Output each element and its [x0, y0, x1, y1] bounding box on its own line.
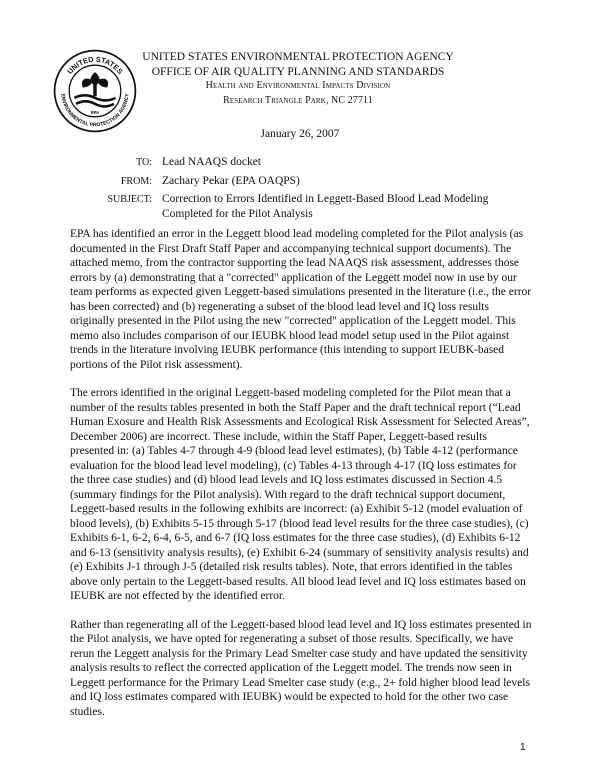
seal-center-mark: EPA — [90, 110, 100, 116]
memo-from-row — [60, 174, 540, 190]
seal-ring-bottom-text: ENVIRONMENTAL PROTECTION AGENCY — [59, 93, 131, 129]
agency-letterhead — [142, 50, 454, 108]
division-name: Health and Environmental Impacts Division — [205, 80, 391, 91]
memo-header — [60, 155, 540, 224]
memo-subject-label: SUBJECT: — [107, 194, 152, 205]
memo-date: January 26, 2007 — [260, 128, 340, 140]
agency-name: UNITED STATES ENVIRONMENTAL PROTECTION AGENCY — [142, 51, 454, 63]
memo-from-label: FROM: — [120, 175, 152, 187]
memo-subject-row — [60, 192, 540, 221]
memo-subject-value: Correction to Errors Identified in Leggett-Based Blood Lead Modeling Completed for the Pilot Analysis — [162, 193, 489, 220]
page-number: 1 — [520, 742, 526, 753]
body-paragraph: The errors identified in the original Leggett-based modeling completed for the Pilot mean that a number of the results tables presented in both the Staff Paper and the draft technical report (“Lead Human Exosure and Health Risk Assessments and Ecological Risk Assessment for Selected Areas”, December 2006) are incorrect. These include, within the Staff Paper, Leggett-based results presented in: (a) Tables 4-7 through 4-9 (blood lead level estimates), (b) Table 4-12 (performance evaluation for the blood lead level modeling), (c) Tables 4-13 through 4-17 (IQ loss estimates for the three case studies) and (d) blood lead levels and IQ loss estimates discussed in Section 4.5 (summary findings for the Pilot analysis). With regard to the draft technical support document, Leggett-based results in the following exhibits are incorrect: (a) Exhibit 5-12 (model evaluation of blood levels), (b) Exhibits 5-15 through 5-17 (blood lead level results for the three case studies), (c) Exhibits 6-1, 6-2, 6-4, 6-5, and 6-7 (IQ loss estimates for the three case studies), (d) Exhibits 6-12 and 6-13 (sensitivity analysis results), (e) Exhibit 6-24 (summary of sensitivity analysis results) and (e) Exhibits J-1 through J-5 (detailed risk results tables). Note, that errors identified in the tables above only pertain to the Leggett-based results. All blood lead level and IQ loss estimates based on IEUBK are not effected by the identified error. — [70, 387, 530, 602]
memo-to-row — [60, 155, 540, 171]
office-location: Research Triangle Park, NC 27711 — [223, 94, 373, 106]
office-name: OFFICE OF AIR QUALITY PLANNING AND STANDARDS — [151, 65, 445, 78]
epa-seal-icon — [52, 48, 138, 134]
body-paragraph: EPA has identified an error in the Leggett blood lead modeling completed for the Pilot analysis (as documented in the First Draft Staff Paper and accompanying technical support documents). The attached memo, from the contractor supporting the lead NAAQS risk assessment, addresses those errors by (a) demonstrating that a "corrected" application of the Leggett model now in use by our team performs as expected given Leggett-based simulations presented in the literature (i.e., the error has been corrected) and (b) regenerating a subset of the blood lead level and IQ loss results originally presented in the Pilot using the new "corrected" application of the Leggett model. This memo also includes comparison of our IEUBK blood lead model setup used in the Pilot against trends in the literature involving IEUBK performance (this intending to support IEUBK-based portions of the Pilot risk assessment). — [70, 228, 532, 371]
seal-flower-emblem — [74, 72, 115, 106]
body-paragraph: Rather than regenerating all of the Leggett-based blood lead level and IQ loss estimates presented in the Pilot analysis, we have opted for regenerating a subset of those results. Specifically, we have rerun the Leggett analysis for the Primary Lead Smelter case study and have updated the sensitivity analysis results to reflect the corrected application of the Leggett model. The trends now seen in Leggett performance for the Primary Lead Smelter case study (e.g., 2+ fold higher blood lead levels and IQ loss estimates compared with IEUBK) would be expected to hold for the other two case studies. — [70, 618, 532, 718]
memo-to-label: TO: — [136, 157, 152, 168]
seal-ring-top-text: UNITED STATES — [65, 54, 125, 76]
memo-from-value: Zachary Pekar (EPA OAQPS) — [162, 174, 300, 187]
memo-to-value: Lead NAAQS docket — [162, 156, 262, 168]
memo-body — [70, 227, 532, 733]
